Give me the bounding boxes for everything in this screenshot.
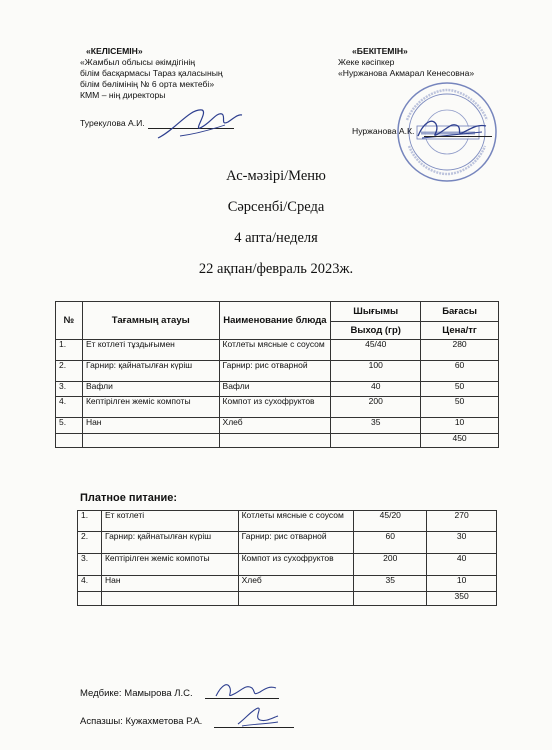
- approval-left-signer: Турекулова А.И.: [80, 118, 145, 128]
- header-name-ru: Наименование блюда: [219, 302, 331, 340]
- row-number: 3.: [56, 382, 83, 397]
- dish-price: 10: [421, 418, 499, 434]
- dish-name-ru: Гарнир: рис отварной: [219, 361, 331, 382]
- dish-price: 280: [421, 340, 499, 361]
- approval-right-title: «БЕКІТЕМІН»: [352, 46, 408, 56]
- total-row: [78, 592, 497, 606]
- row-number: 1.: [78, 511, 102, 532]
- menu-total: 450: [421, 434, 499, 448]
- approval-right-line2: «Нуржанова Акмарал Кенесовна»: [338, 68, 475, 78]
- dish-yield: 60: [354, 532, 427, 554]
- dish-name-ru: Котлеты мясные с соусом: [219, 340, 331, 361]
- table-row: [56, 340, 499, 361]
- row-number: 4.: [78, 576, 102, 592]
- header-yield-kz: Шығымы: [331, 302, 421, 322]
- dish-yield: 45/40: [331, 340, 421, 361]
- approval-left-title: «КЕЛІСЕМІН»: [86, 46, 143, 56]
- right-signature-line: [424, 136, 492, 137]
- dish-name-kz: Кептірілген жеміс компоты: [82, 397, 219, 418]
- dish-price: 40: [427, 554, 497, 576]
- row-number: 5.: [56, 418, 83, 434]
- dish-yield: 200: [354, 554, 427, 576]
- approval-left-line4: КММ – нің директоры: [80, 90, 166, 100]
- header-price-ru: Цена/тг: [421, 322, 499, 340]
- cook-signer: Аспазшы: Кужахметова Р.А.: [80, 716, 203, 727]
- dish-yield: 35: [331, 418, 421, 434]
- table-row: [56, 382, 499, 397]
- dish-price: 50: [421, 397, 499, 418]
- table-row: [78, 554, 497, 576]
- dish-price: 30: [427, 532, 497, 554]
- approval-left-line3: білім бөлімінің № 6 орта мектебі»: [80, 79, 215, 89]
- dish-name-ru: Хлеб: [219, 418, 331, 434]
- menu-table: [55, 301, 499, 448]
- table-row: [56, 418, 499, 434]
- dish-yield: 45/20: [354, 511, 427, 532]
- row-number: 2.: [56, 361, 83, 382]
- dish-name-kz: Ет котлеті: [101, 511, 238, 532]
- nurse-signature: [212, 676, 278, 704]
- dish-name-kz: Гарнир: қайнатылған күріш: [82, 361, 219, 382]
- row-number: 1.: [56, 340, 83, 361]
- paid-meals-title: Платное питание:: [80, 492, 178, 504]
- approval-right-signer: Нуржанова А.К.: [352, 126, 415, 136]
- dish-price: 60: [421, 361, 499, 382]
- table-row: [56, 361, 499, 382]
- left-signature: [150, 100, 245, 145]
- row-number: 3.: [78, 554, 102, 576]
- paid-menu-total: 350: [427, 592, 497, 606]
- row-number: 2.: [78, 532, 102, 554]
- nurse-signer: Медбике: Мамырова Л.С.: [80, 688, 193, 699]
- header-price-kz: Бағасы: [421, 302, 499, 322]
- week-title: 4 апта/неделя: [234, 230, 318, 246]
- dish-name-kz: Гарнир: қайнатылған күріш: [101, 532, 238, 554]
- table-row: [56, 397, 499, 418]
- dish-name-ru: Компот из сухофруктов: [238, 554, 354, 576]
- dish-name-ru: Гарнир: рис отварной: [238, 532, 354, 554]
- approval-left-line2: білім басқармасы Тараз қаласының: [80, 68, 223, 78]
- dish-name-kz: Кептірілген жеміс компоты: [101, 554, 238, 576]
- dish-yield: 40: [331, 382, 421, 397]
- dish-name-ru: Котлеты мясные с соусом: [238, 511, 354, 532]
- dish-name-kz: Вафли: [82, 382, 219, 397]
- cook-signature: [232, 702, 282, 730]
- dish-price: 270: [427, 511, 497, 532]
- table-row: [78, 576, 497, 592]
- dish-yield: 100: [331, 361, 421, 382]
- dish-price: 10: [427, 576, 497, 592]
- approval-left-line1: «Жамбыл облысы әкімдігінің: [80, 57, 195, 67]
- dish-name-kz: Ет котлеті тұздығымен: [82, 340, 219, 361]
- approval-right-line1: Жеке кәсіпкер: [338, 57, 395, 67]
- dish-name-ru: Хлеб: [238, 576, 354, 592]
- row-number: 4.: [56, 397, 83, 418]
- dish-name-ru: Вафли: [219, 382, 331, 397]
- header-number: №: [56, 302, 83, 340]
- dish-yield: 200: [331, 397, 421, 418]
- dish-name-kz: Нан: [82, 418, 219, 434]
- table-row: [78, 511, 497, 532]
- table-row: [78, 532, 497, 554]
- dish-yield: 35: [354, 576, 427, 592]
- day-title: Сәрсенбі/Среда: [227, 199, 325, 215]
- total-row: [56, 434, 499, 448]
- header-name-kz: Тағамның атауы: [82, 302, 219, 340]
- dish-price: 50: [421, 382, 499, 397]
- dish-name-ru: Компот из сухофруктов: [219, 397, 331, 418]
- paid-menu-table: [77, 510, 497, 606]
- dish-name-kz: Нан: [101, 576, 238, 592]
- menu-title: Ас-мәзірі/Меню: [226, 168, 326, 184]
- date-title: 22 ақпан/февраль 2023ж.: [198, 261, 354, 277]
- right-signature: [412, 108, 492, 148]
- header-yield-ru: Выход (гр): [331, 322, 421, 340]
